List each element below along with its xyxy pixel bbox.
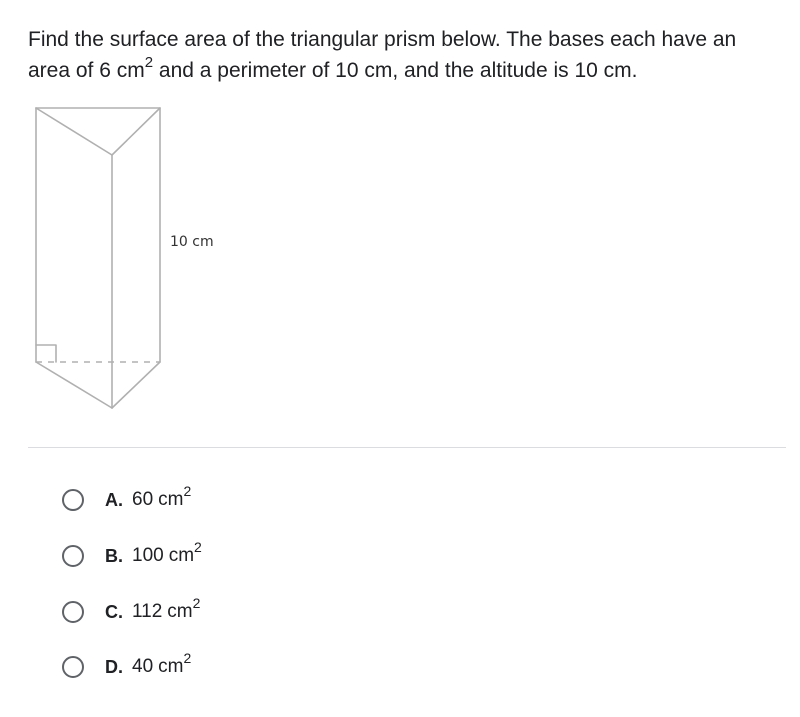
- choice-d[interactable]: [60, 650, 191, 684]
- top-base-left-edge: [36, 108, 112, 155]
- choice-exponent: 2: [194, 538, 202, 555]
- choice-b[interactable]: [60, 539, 202, 573]
- right-angle-marker: [36, 345, 56, 362]
- altitude-label: 10 cm: [170, 234, 214, 250]
- radio-button-icon[interactable]: [62, 601, 84, 623]
- choice-exponent: 2: [183, 649, 192, 666]
- choice-letter: A.: [105, 489, 123, 510]
- radio-button-icon[interactable]: [62, 656, 84, 678]
- choice-value: 112: [132, 601, 163, 622]
- choice-c[interactable]: [60, 595, 200, 629]
- choice-letter: D.: [105, 656, 123, 677]
- radio-button-icon[interactable]: [62, 489, 84, 511]
- triangular-prism-figure: [30, 102, 230, 414]
- radio-button-icon[interactable]: [62, 545, 84, 567]
- choice-unit: [168, 538, 202, 567]
- choice-letter: B.: [105, 545, 123, 566]
- choice-unit-text: cm: [167, 601, 193, 622]
- question-text: [28, 24, 778, 86]
- choice-a[interactable]: [60, 483, 191, 517]
- choice-letter: C.: [105, 601, 123, 622]
- divider: [28, 447, 786, 448]
- question-text-part1: Find the surface area of the triangular prism below. The bases each have an area of 6 cm: [28, 28, 737, 82]
- choice-unit-text: cm: [158, 489, 184, 510]
- choice-value: 40: [132, 656, 154, 677]
- choice-unit-text: cm: [168, 545, 195, 566]
- choice-exponent: 2: [192, 594, 201, 611]
- choice-value: 100: [132, 545, 164, 566]
- choice-unit: [158, 649, 192, 678]
- question-text-part2: and a perimeter of 10 cm, and the altitude is 10 cm.: [153, 59, 638, 82]
- top-base-right-edge: [112, 108, 160, 155]
- bottom-base-left-edge: [36, 362, 112, 408]
- choice-value: 60: [132, 489, 154, 510]
- choice-unit: [158, 482, 192, 511]
- bottom-base-right-edge: [112, 362, 160, 408]
- question-superscript: 2: [144, 54, 154, 71]
- choice-unit: [167, 594, 201, 623]
- triangular-prism-diagram: [30, 102, 230, 414]
- choice-unit-text: cm: [158, 656, 184, 677]
- choice-exponent: 2: [183, 482, 192, 499]
